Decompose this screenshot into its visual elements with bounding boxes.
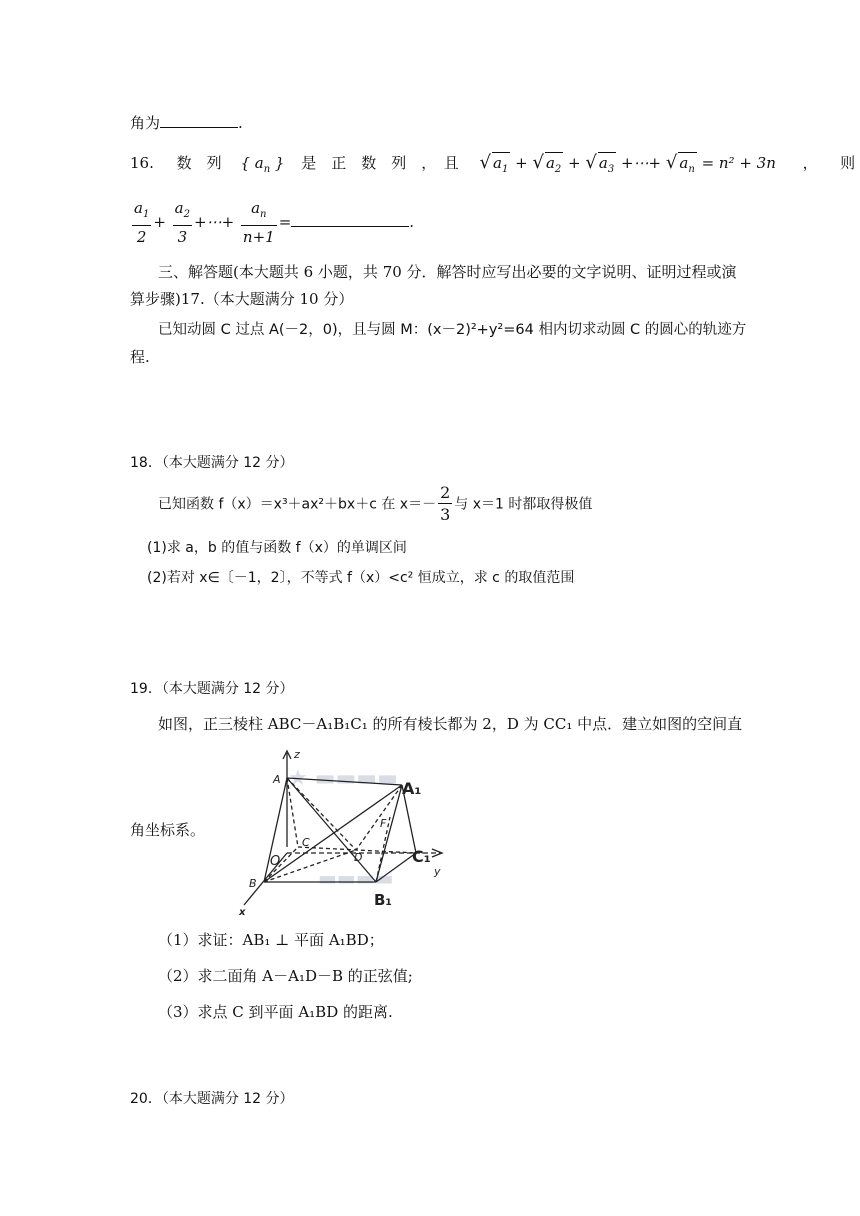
edge-a1-d bbox=[356, 785, 402, 850]
label-b1: B₁ bbox=[374, 891, 393, 909]
q16-line2: $\frac{a_1}{2}$ + $\frac{a_2}{3}$ +⋯+ $\frac{a_n}{n+1}$ = . bbox=[134, 199, 415, 246]
answer-blank bbox=[291, 212, 409, 227]
q19-stem2: 角坐标系。 bbox=[130, 821, 206, 839]
q18-stem: 已知函数 f（x）＝x³＋ax²＋bx＋c 在 x＝－ $\frac{2}{3}$ 与 x＝1 时都取得极值 bbox=[158, 483, 593, 524]
q18-part2: (2)若对 x∈〔－1，2〕，不等式 f（x）<c² 恒成立，求 c 的取值范围 bbox=[147, 570, 575, 586]
q19-part3: （3）求点 C 到平面 A₁BD 的距离. bbox=[158, 1003, 393, 1021]
label-x: x bbox=[239, 907, 246, 918]
q15-period: . bbox=[238, 114, 243, 132]
q20-header: 20．（本大题满分 12 分） bbox=[130, 1091, 294, 1107]
prism-figure bbox=[230, 745, 455, 920]
label-o: O bbox=[270, 854, 281, 869]
q15-tail bbox=[130, 113, 243, 133]
q16-then: ， 则 bbox=[802, 154, 856, 172]
label-f: F bbox=[380, 817, 387, 830]
q19-stem: 如图，正三棱柱 ABC－A₁B₁C₁ 的所有棱长都为 2，D 为 CC₁ 中点．建立如图的空间直 bbox=[158, 715, 743, 733]
q19-part2: （2）求二面角 A－A₁D－B 的正弦值; bbox=[158, 967, 413, 985]
q16-sum: √ $a_1$ + √ $a_2$ + √ $a_3$ +⋯+ √ $a_n = n^2 + 3n$ bbox=[480, 154, 781, 172]
section3-line2: 算步骤)17.（本大题满分 10 分） bbox=[130, 290, 354, 308]
q17-line1: 已知动圆 C 过点 A(－2，0)，且与圆 M：(x－2)²+y²=64 相内切求动圆 C 的圆心的轨迹方 bbox=[158, 322, 747, 338]
answer-blank bbox=[160, 113, 238, 128]
q16-set: { $a_n$ } bbox=[240, 154, 285, 175]
watermark-logo: ▬▬▬▬ bbox=[318, 866, 394, 890]
q18-part1: (1)求 a，b 的值与函数 f（x）的单调区间 bbox=[147, 540, 407, 556]
q17-line2: 程. bbox=[130, 348, 150, 366]
label-c: C bbox=[302, 836, 310, 849]
label-d: D bbox=[354, 851, 363, 864]
q19-part1: （1）求证：AB₁ ⊥ 平面 A₁BD； bbox=[158, 931, 384, 949]
label-a: A bbox=[273, 773, 281, 786]
section3-line1: 三、解答题(本大题共 6 小题，共 70 分．解答时应写出必要的文字说明、证明过程或演 bbox=[158, 263, 737, 281]
label-z: z bbox=[294, 748, 300, 761]
q16-lead: 数 列 bbox=[176, 154, 222, 172]
watermark-logo: ★ ▬▬▬▬ bbox=[288, 766, 398, 791]
label-c1: C₁ bbox=[412, 847, 431, 866]
q19-header: 19．（本大题满分 12 分） bbox=[130, 681, 294, 697]
q16-line1 bbox=[130, 152, 855, 180]
label-a1: A₁ bbox=[402, 779, 422, 798]
label-b: B bbox=[249, 877, 257, 890]
q15-text: 角为 bbox=[130, 114, 161, 132]
q16-is: 是 正 数 列 ， 且 bbox=[301, 154, 459, 172]
q16-number: 16. bbox=[130, 154, 154, 172]
q18-header: 18．（本大题满分 12 分） bbox=[130, 455, 294, 471]
label-y: y bbox=[434, 865, 441, 878]
